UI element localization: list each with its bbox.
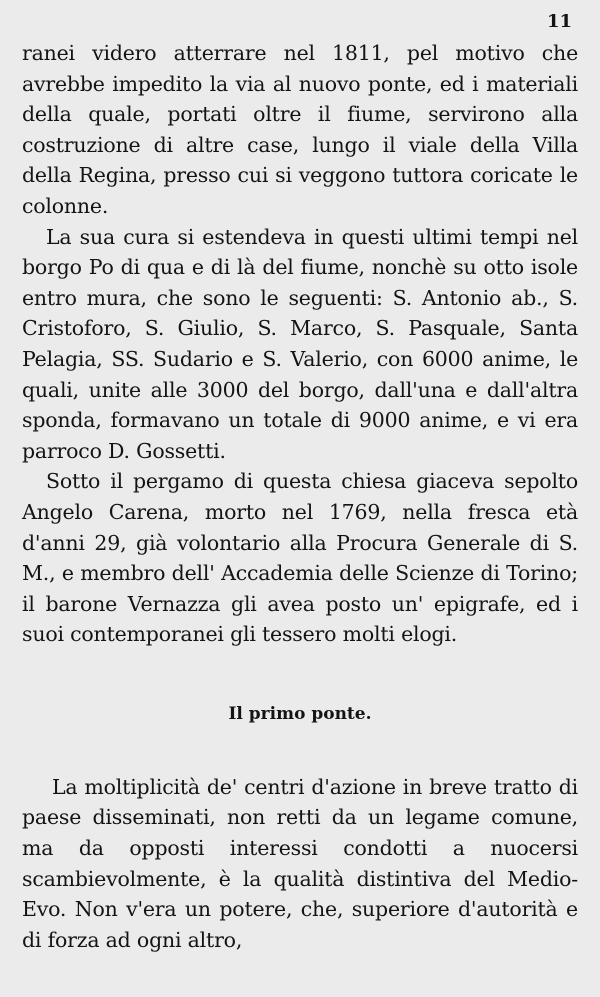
paragraph-cura: La sua cura si estendeva in questi ultimi tempi nel borgo Po di qua e di là del fiume, nonchè su otto isole entro mura, che sono le seguenti: S. Antonio ab., S. Cristoforo, S. Giulio, S. Marco, S. Pasquale, Santa Pelagia, SS. Sudario e S. Valerio, con 6000 anime, le quali, unite alle 3000 del borgo, dall'una e dall'altra sponda, formavano un totale di 9000 anime, e vi era parroco D. Gossetti. — [22, 224, 578, 463]
paragraph-moltiplicita: La moltiplicità de' centri d'azione in breve tratto di paese disseminati, non retti da un legame comune, ma da opposti interessi condotti a nuocersi scambievolmente, è la qualità distintiva del Medio-Evo. Non v'era un potere, che, superiore d'autorità e di forza ad ogni altro, — [22, 774, 578, 952]
page-number: 11 — [546, 11, 572, 32]
section-title: Il primo ponte. — [228, 703, 372, 724]
paragraph-pergamo: Sotto il pergamo di questa chiesa giaceva sepolto Angelo Carena, morto nel 1769, nella fresca età d'anni 29, già volontario alla Procura Generale di S. M., e membro dell' Accademia delle Scienze di Torino; il barone Vernazza gli avea posto un' epigrafe, ed i suoi contemporanei gli tessero molti elogi. — [22, 469, 578, 647]
paragraph-continuation: ranei videro atterrare nel 1811, pel motivo che avrebbe impedito la via al nuovo ponte, ed i materiali della quale, portati oltre il fiume, servirono alla costruzione di altre case, lungo il viale della Villa della Regina, presso cui si veggono tuttora coricate le colonne. — [22, 41, 578, 218]
